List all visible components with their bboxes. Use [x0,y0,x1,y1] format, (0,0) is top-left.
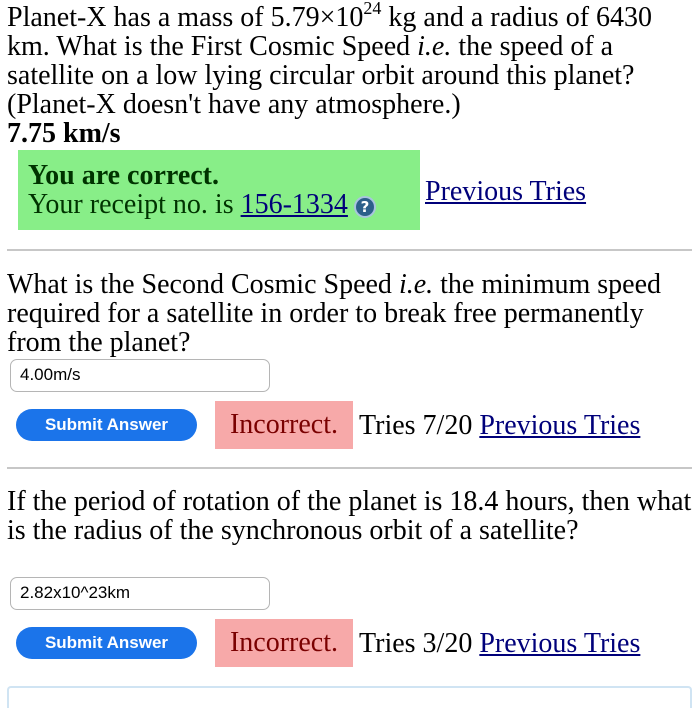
q2-tries-count: Tries 7/20 [359,410,480,441]
question-3-text: If the period of rotation of the planet is 18.4 hours, then what is the radius of the synchronous orbit of a satellite? [7,486,692,546]
question-2 [7,270,692,357]
q1-submitted-answer: 7.75 km/s [7,118,121,149]
q3-answer-input[interactable]: 2.82x10^23km [10,577,270,610]
question-1-text [7,0,692,120]
correct-feedback-box [18,150,420,230]
q3-submit-button[interactable]: Submit Answer [16,627,197,659]
q1-text-part: the speed of a satellite on a low lying circular orbit around this planet? (Planet-X doesn't have any atmosphere.) [7,31,635,120]
question-3 [7,487,692,545]
q3-tries-count: Tries 3/20 [359,628,480,659]
q1-previous-tries-link[interactable]: Previous Tries [425,176,587,207]
divider [7,249,692,251]
help-icon[interactable]: ? [354,196,376,218]
receipt-line [28,189,376,221]
question-1 [7,0,692,149]
q2-previous-tries-link[interactable]: Previous Tries [479,410,641,441]
q1-exponent: 24 [363,0,382,18]
receipt-label: Your receipt no. is [28,189,241,220]
receipt-number-link[interactable]: 156-1334 [240,189,348,220]
q1-text-part: kg and a radius of 6430 km. What is the First Cosmic Speed [7,2,653,62]
q2-submit-button[interactable]: Submit Answer [16,409,197,441]
question-2-text [7,270,692,357]
q1-ie: i.e. [417,31,452,62]
q2-ie: i.e. [398,269,434,300]
q3-incorrect-badge: Incorrect. [215,619,353,667]
q2-text-part: the minimum speed required for a satellite in order to break free permanently from the planet? [7,269,662,358]
q3-tries-line [359,628,640,660]
correct-title: You are correct. [28,160,219,191]
divider [7,467,692,469]
q2-answer-input[interactable]: 4.00m/s [10,359,270,392]
q2-tries-line [359,410,640,442]
q2-text-part: What is the Second Cosmic Speed [7,269,399,300]
q3-previous-tries-link[interactable]: Previous Tries [479,628,641,659]
q2-incorrect-badge: Incorrect. [215,401,353,449]
next-section-box [7,686,692,708]
q1-text-part: Planet-X has a mass of 5.79×10 [7,2,364,33]
